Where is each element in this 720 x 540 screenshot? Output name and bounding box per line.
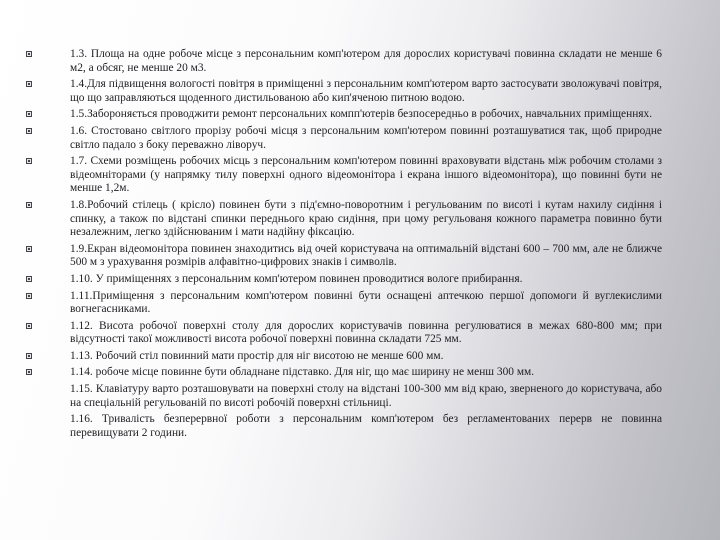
list-item-text: 1.10. У приміщеннях з персональним комп'ютером повинен проводитися вологе прибирання. (70, 272, 523, 285)
list-item-text: 1.13. Робочий стіл повинний мати простір для ніг висотою не менше 600 мм. (70, 349, 444, 362)
square-bullet-icon (26, 246, 32, 252)
list-item (22, 243, 662, 270)
list-item (22, 108, 662, 122)
list-item (22, 125, 662, 152)
list-item (22, 366, 662, 380)
list-item-text: 1.15. Клавіатуру варто розташовувати на поверхні столу на відстані 100-300 мм від краю, зверненого до користувача, або на спеціальній регульованій по висоті робочій поверхні стільниці. (70, 383, 662, 409)
square-bullet-icon (26, 202, 32, 208)
list-item-text: 1.14. робоче місце повинне бути обладнане підставко. Для ніг, що має ширину не менш 300 мм. (70, 366, 535, 379)
square-bullet-icon (26, 353, 32, 359)
square-bullet-icon (26, 51, 32, 57)
square-bullet-icon (26, 323, 32, 329)
list-item (22, 350, 662, 364)
square-bullet-icon (26, 111, 32, 117)
list-item (22, 413, 662, 440)
square-bullet-icon (26, 81, 32, 87)
list-item (22, 48, 662, 75)
list-item-text: 1.9.Екран відеомонітора повинен знаходитись від очей користувача на оптимальній відстані 600 – 700 мм, але не ближче 500 м з урахування розмірів алфавітно-цифрових знаків і символів. (70, 242, 662, 269)
list-item (22, 78, 662, 105)
square-bullet-icon (26, 158, 32, 164)
square-bullet-icon (26, 276, 32, 282)
list-item (22, 199, 662, 240)
list-item (22, 383, 662, 410)
list-item (22, 273, 662, 287)
list-item (22, 290, 662, 317)
list-item-text: 1.16. Тривалість безперервної роботи з персональним комп'ютером без регламентованих перерв не повинна перевищувати 2 години. (70, 413, 662, 439)
list-item-text: 1.5.Забороняється проводжити ремонт персональних компп'ютерів безпосередньо в робочих, навчальних приміщеннях. (70, 108, 653, 121)
bullet-list (22, 48, 662, 443)
list-item-text: 1.7. Схеми розміщень робочих місць з персональним комп'ютером повинні враховувати відстань між робочим столами з відеомніторами (у напрямку тилу поверхні одного відеомонітора і екрана іншого відеомонітора), що повинні бути не менше 1,2м. (70, 155, 662, 195)
square-bullet-icon (26, 128, 32, 134)
list-item (22, 155, 662, 196)
list-item-text: 1.11.Приміщення з персональним комп'ютером повинні бути оснащені аптечкою першої допомоги й вуглекислими вогнегасниками. (70, 289, 662, 316)
square-bullet-icon (26, 369, 32, 375)
square-bullet-icon (26, 293, 32, 299)
list-item-text: 1.6. Стостовано світлого прорізу робочі місця з персональним комп'ютером повинні розташуватися так, щоб природне світло падало з боку переважно ліворуч. (70, 124, 662, 151)
list-item (22, 320, 662, 347)
list-item-text: 1.8.Робочий стілець ( крісло) повинен бути з під'ємно-поворотним і регульованим по висоті і кутам нахилу сидіння і спинку, а також по відстані спинки переднього краю сидіння, при цому регульованя кожного параметра повинно бути незалежним, легко здійснюваним і мати надійну фіксацію. (70, 198, 662, 239)
list-item-text: 1.3. Площа на одне робоче місце з персональним комп'ютером для дорослих користувачі повинна складати не менше 6 м2, а обсяг, не менше 20 м3. (70, 48, 662, 74)
list-item-text: 1.4.Для підвищення вологості повітря в приміщенні з персональним комп'ютером варто застосувати зволожувачі повітря, що що заправляються щоденного дистильованою або кип'яченою питною водою. (70, 78, 662, 104)
list-item-text: 1.12. Висота робочої поверхні столу для дорослих користувачів повинна регулюватися в межах 680-800 мм; при відсутності такої можливості висота робочої поверхні повинна складати 725 мм. (70, 319, 662, 346)
